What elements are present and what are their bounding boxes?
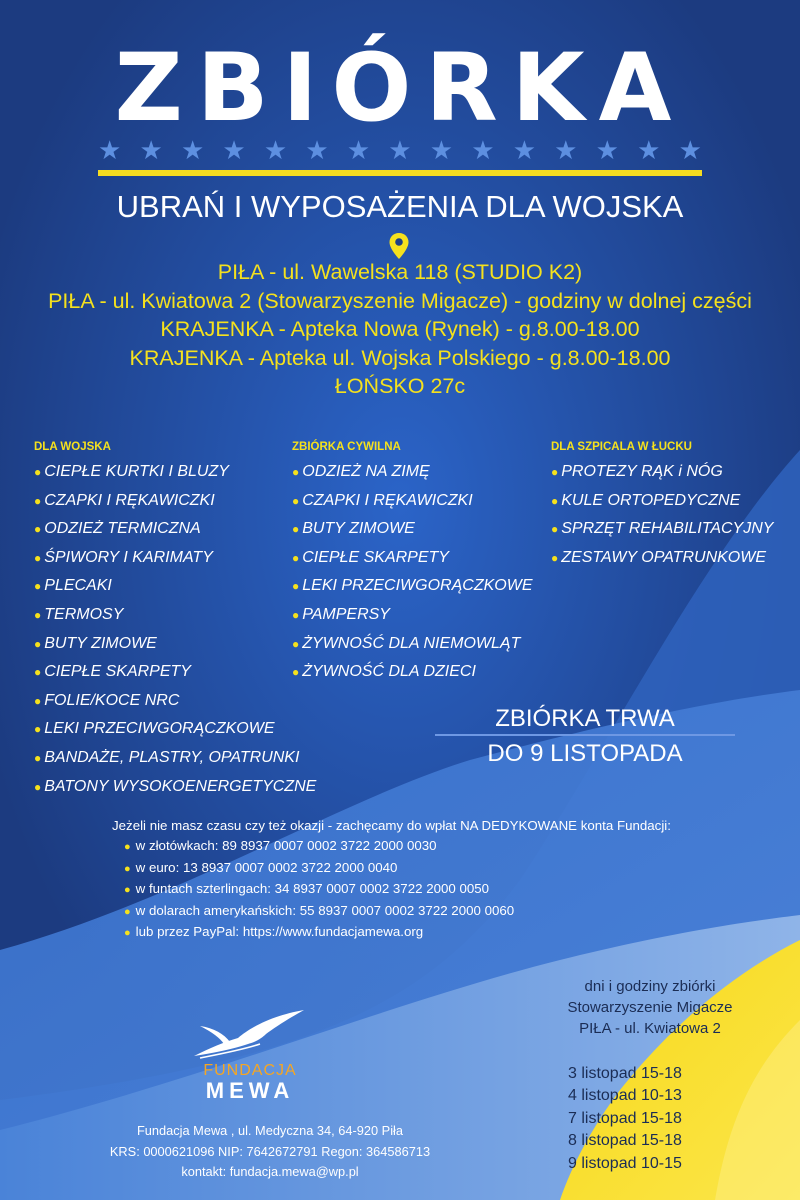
bullet-icon: ● [292, 522, 300, 537]
list-item: ● ZESTAWY OPATRUNKOWE [551, 548, 767, 566]
donation-intro: Jeżeli nie masz czasu czy też okazji - zachęcamy do wpłat NA DEDYKOWANE konta Fundacji: [112, 818, 671, 833]
hours-line: PIŁA - ul. Kwiatowa 2 [579, 1020, 721, 1037]
list-item: ● ŻYWNOŚĆ DLA DZIECI [292, 663, 476, 681]
list-item: ● CIEPŁE SKARPETY [34, 663, 191, 681]
list-item: ● ŻYWNOŚĆ DLA NIEMOWLĄT [292, 634, 521, 652]
list-item: ● PAMPERSY [292, 605, 390, 623]
star-icon: ★ [595, 135, 619, 165]
list-item: ● BATONY WYSOKOENERGETYCZNE [34, 777, 317, 795]
footer-registry: KRS: 0000621096 NIP: 7642672791 Regon: 364586713 [109, 1143, 431, 1159]
bullet-icon: ● [34, 779, 42, 794]
footer-address: Fundacja Mewa , ul. Medyczna 34, 64-920 Piła [136, 1123, 404, 1138]
list-item: ● PROTEZY RĄK i NÓG [551, 463, 723, 480]
star-icon: ★ [429, 135, 454, 165]
star-icon: ★ [554, 135, 578, 165]
deadline-box [435, 704, 735, 769]
bullet-icon: ● [292, 493, 300, 508]
donation-section [112, 816, 792, 944]
list-item: ● CIEPŁE KURTKI I BLUZY [34, 463, 229, 480]
bullet-icon: ● [124, 884, 131, 896]
list-item: ● SPRZĘT REHABILITACYJNY [551, 520, 774, 538]
star-icon: ★ [637, 135, 661, 165]
column-heading: DLA WOJSKA [34, 441, 111, 453]
location-item: PIŁA - ul. Kwiatowa 2 (Stowarzyszenie Migacze) - godziny w dolnej części [48, 288, 752, 313]
list-item: ● LEKI PRZECIWGORĄCZKOWE [34, 720, 275, 738]
bullet-icon: ● [292, 665, 300, 680]
star-icon: ★ [678, 135, 702, 165]
bullet-icon: ● [551, 522, 559, 537]
date-item: 3 listopad 15-18 [568, 1065, 682, 1082]
bullet-icon: ● [551, 493, 559, 508]
location-item: ŁOŃSKO 27c [334, 374, 466, 399]
list-item: ● KULE ORTOPEDYCZNE [551, 491, 741, 509]
poster-subtitle: UBRAŃ I WYPOSAŻENIA DLA WOJSKA [116, 189, 684, 224]
account-item: ● w złotówkach: 89 8937 0007 0002 3722 2000 0030 [124, 838, 437, 853]
footer-contact: kontakt: fundacja.mewa@wp.pl [181, 1164, 359, 1179]
account-item: ● w dolarach amerykańskich: 55 8937 0007 0002 3722 2000 0060 [124, 902, 515, 918]
star-icon: ★ [305, 135, 329, 165]
collection-hours [510, 976, 790, 1039]
star-icon: ★ [98, 135, 122, 165]
column-heading: DLA SZPICALA W ŁUCKU [551, 441, 692, 453]
map-pin-icon [388, 232, 410, 260]
star-icon: ★ [512, 135, 536, 165]
bullet-icon: ● [124, 841, 131, 853]
star-icon: ★ [471, 135, 495, 165]
list-item: ● ŚPIWORY I KARIMATY [34, 548, 213, 566]
column-hospital [551, 441, 800, 572]
date-item: 7 listopad 15-18 [568, 1109, 682, 1127]
bullet-icon: ● [34, 722, 42, 737]
bullet-icon: ● [34, 693, 42, 708]
list-item: ● PLECAKI [34, 577, 112, 595]
bullet-icon: ● [34, 607, 42, 622]
collection-dates [568, 1063, 748, 1175]
bullet-icon: ● [124, 927, 131, 939]
bullet-icon: ● [34, 550, 42, 565]
list-item: ● LEKI PRZECIWGORĄCZKOWE [292, 577, 533, 595]
bullet-icon: ● [124, 905, 131, 918]
location-item: KRAJENKA - Apteka Nowa (Rynek) - g.8.00-18.00 [160, 317, 640, 342]
poster-title: ZBIÓRKA [114, 34, 686, 143]
star-icon: ★ [222, 135, 246, 165]
deadline-line-1: ZBIÓRKA TRWA [495, 705, 675, 732]
location-item: KRAJENKA - Apteka ul. Wojska Polskiego - g.8.00-18.00 [129, 345, 671, 370]
list-item: ● BUTY ZIMOWE [292, 520, 415, 538]
footer [60, 1121, 480, 1183]
bullet-icon: ● [124, 862, 131, 875]
bullet-icon: ● [34, 493, 42, 508]
list-item: ● CZAPKI I RĘKAWICZKI [292, 491, 473, 509]
date-item: 4 listopad 10-13 [568, 1087, 682, 1105]
star-icon: ★ [139, 135, 163, 165]
list-item: ● FOLIE/KOCE NRC [34, 691, 180, 709]
star-icon: ★ [388, 135, 412, 165]
bullet-icon: ● [551, 550, 559, 565]
column-heading: ZBIÓRKA CYWILNA [292, 441, 401, 453]
logo-text-name: MEWA [205, 1078, 295, 1103]
title-divider [98, 170, 702, 176]
account-item: ● lub przez PayPal: https://www.fundacjamewa.org [124, 924, 424, 939]
list-item: ● CIEPŁE SKARPETY [292, 548, 449, 566]
locations-list [0, 258, 800, 401]
location-item: PIŁA - ul. Wawelska 118 (STUDIO K2) [217, 260, 583, 284]
deadline-divider [435, 734, 735, 736]
bullet-icon: ● [34, 465, 42, 479]
bullet-icon: ● [34, 636, 42, 651]
date-item: 9 listopad 10-15 [568, 1154, 682, 1172]
logo-text-foundation: FUNDACJA [203, 1062, 297, 1079]
account-item: ● w euro: 13 8937 0007 0002 3722 2000 0040 [124, 859, 398, 875]
list-item: ● ODZIEŻ NA ZIMĘ [292, 463, 430, 480]
hours-line: dni i godziny zbiórki [584, 978, 716, 995]
bullet-icon: ● [292, 579, 300, 594]
bullet-icon: ● [34, 665, 42, 680]
bullet-icon: ● [34, 579, 42, 594]
bullet-icon: ● [34, 750, 42, 765]
bullet-icon: ● [292, 550, 300, 565]
star-icon: ★ [180, 135, 205, 165]
column-military [34, 441, 317, 801]
list-item: ● BANDAŻE, PLASTRY, OPATRUNKI [34, 748, 300, 766]
stars-row [98, 136, 702, 164]
bullet-icon: ● [292, 636, 300, 651]
list-item: ● ODZIEŻ TERMICZNA [34, 520, 201, 538]
seagull-icon [190, 1008, 308, 1062]
bullet-icon: ● [551, 465, 559, 479]
star-icon: ★ [263, 135, 288, 165]
column-civilian [292, 441, 552, 687]
star-icon: ★ [346, 135, 371, 165]
list-item: ● BUTY ZIMOWE [34, 634, 157, 652]
account-item: ● w funtach szterlingach: 34 8937 0007 0002 3722 2000 0050 [124, 881, 490, 896]
date-item: 8 listopad 15-18 [568, 1132, 682, 1150]
bullet-icon: ● [292, 465, 300, 479]
list-item: ● TERMOSY [34, 605, 124, 623]
deadline-line-2: DO 9 LISTOPADA [487, 740, 683, 767]
hours-line: Stowarzyszenie Migacze [567, 999, 733, 1016]
list-item: ● CZAPKI I RĘKAWICZKI [34, 491, 215, 509]
bullet-icon: ● [292, 607, 300, 622]
bullet-icon: ● [34, 522, 42, 537]
